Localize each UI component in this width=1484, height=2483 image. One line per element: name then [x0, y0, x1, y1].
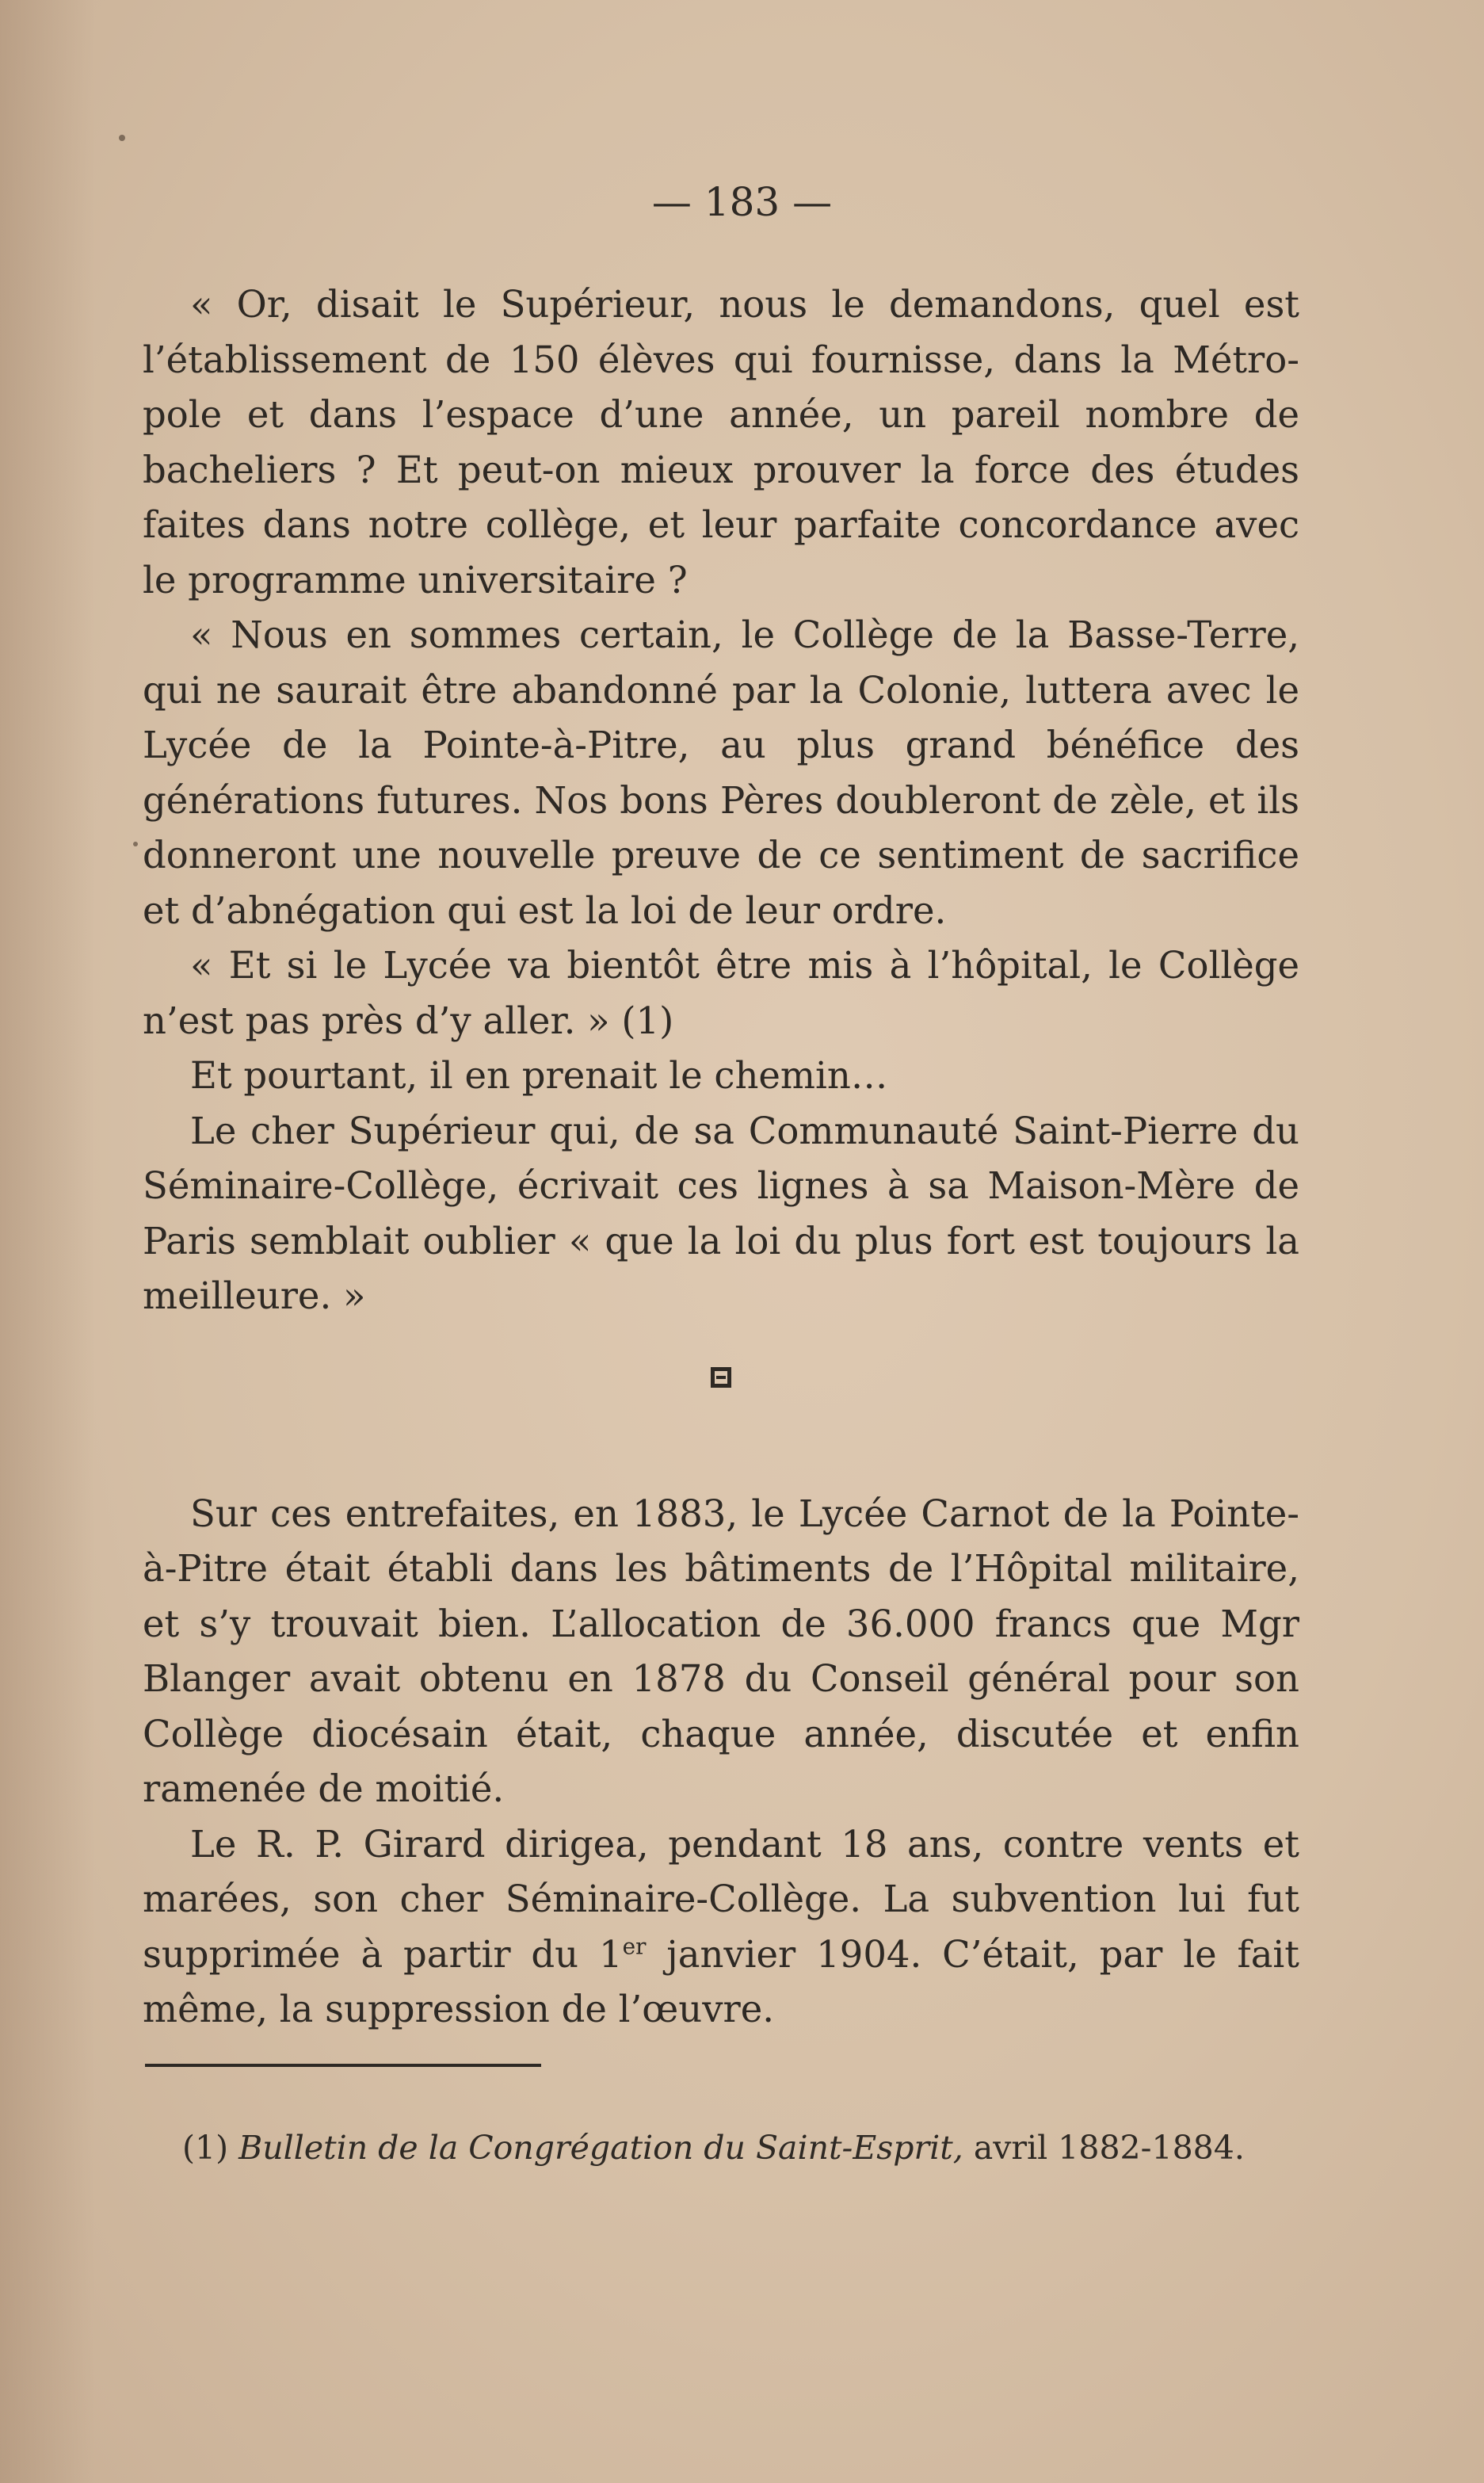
- paragraph: Et pourtant, il en prenait le chemin…: [190, 1054, 888, 1097]
- paragraph-text: Le R. P. Girard dirigea, pendant 18 ans, contre vents et marées, son cher Séminaire-Collège. La subvention lui fut supprimée à partir du 1er janvier 1904. C’était, par le fait même, la suppression de l’œuvre.: [143, 1822, 1299, 2030]
- paragraph: « Nous en sommes certain, le Collège de la Basse-Terre, qui ne saurait être abandonné par la Colonie, luttera avec le Lycée de la Pointe-à-Pitre, au plus grand bénéfice des générations futures. Nos bons Pères doubleront de zèle, et ils donneront une nouvelle preuve de ce sentiment de sacrifice et d’abnégation qui est la loi de leur ordre.: [143, 613, 1299, 932]
- paragraph: Le cher Supérieur qui, de sa Communauté Saint-Pierre du Séminaire-Collège, écrivait ces lignes à sa Maison-Mère de Paris semblait oublier « que la loi du plus fort est toujours la meilleure. »: [143, 1109, 1299, 1317]
- footnote-date: avril 1882-1884.: [973, 2129, 1245, 2167]
- ink-speck: [119, 135, 125, 141]
- ink-speck: [133, 842, 138, 846]
- square-ornament-icon: [711, 1367, 731, 1388]
- footnote-source-title: Bulletin de la Congrégation du Saint-Esprit,: [238, 2129, 963, 2167]
- section-separator: [143, 1324, 1299, 1487]
- page-edge-shading: [0, 0, 95, 2483]
- paragraph: « Or, disait le Supérieur, nous le demandons, quel est l’établissement de 150 élèves qui fournisse, dans la Métropole et dans l’espace d’une année, un pareil nombre de bacheliers ? Et peut-on mieux prouver la force des études faites dans notre collège, et leur parfaite concordance avec le programme universitaire ?: [143, 283, 1299, 602]
- main-text: [143, 277, 1299, 2038]
- paragraph: « Et si le Lycée va bientôt être mis à l’hôpital, le Collège n’est pas près d’y aller. » (1): [143, 944, 1299, 1042]
- paragraph: Sur ces entrefaites, en 1883, le Lycée Carnot de la Pointe-à-Pitre était établi dans les bâtiments de l’Hôpital militaire, et s’y trouvait bien. L’allocation de 36.000 francs que Mgr Blanger avait obtenu en 1878 du Conseil général pour son Collège diocésain était, chaque année, discutée et enfin ramenée de moitié.: [143, 1492, 1299, 1810]
- page-number: — 183 —: [651, 179, 833, 225]
- paragraph-with-date: [143, 1817, 1299, 2038]
- footnote-divider: [145, 2064, 541, 2067]
- footnote-marker: (1): [182, 2129, 229, 2167]
- footnote: [143, 2124, 1299, 2172]
